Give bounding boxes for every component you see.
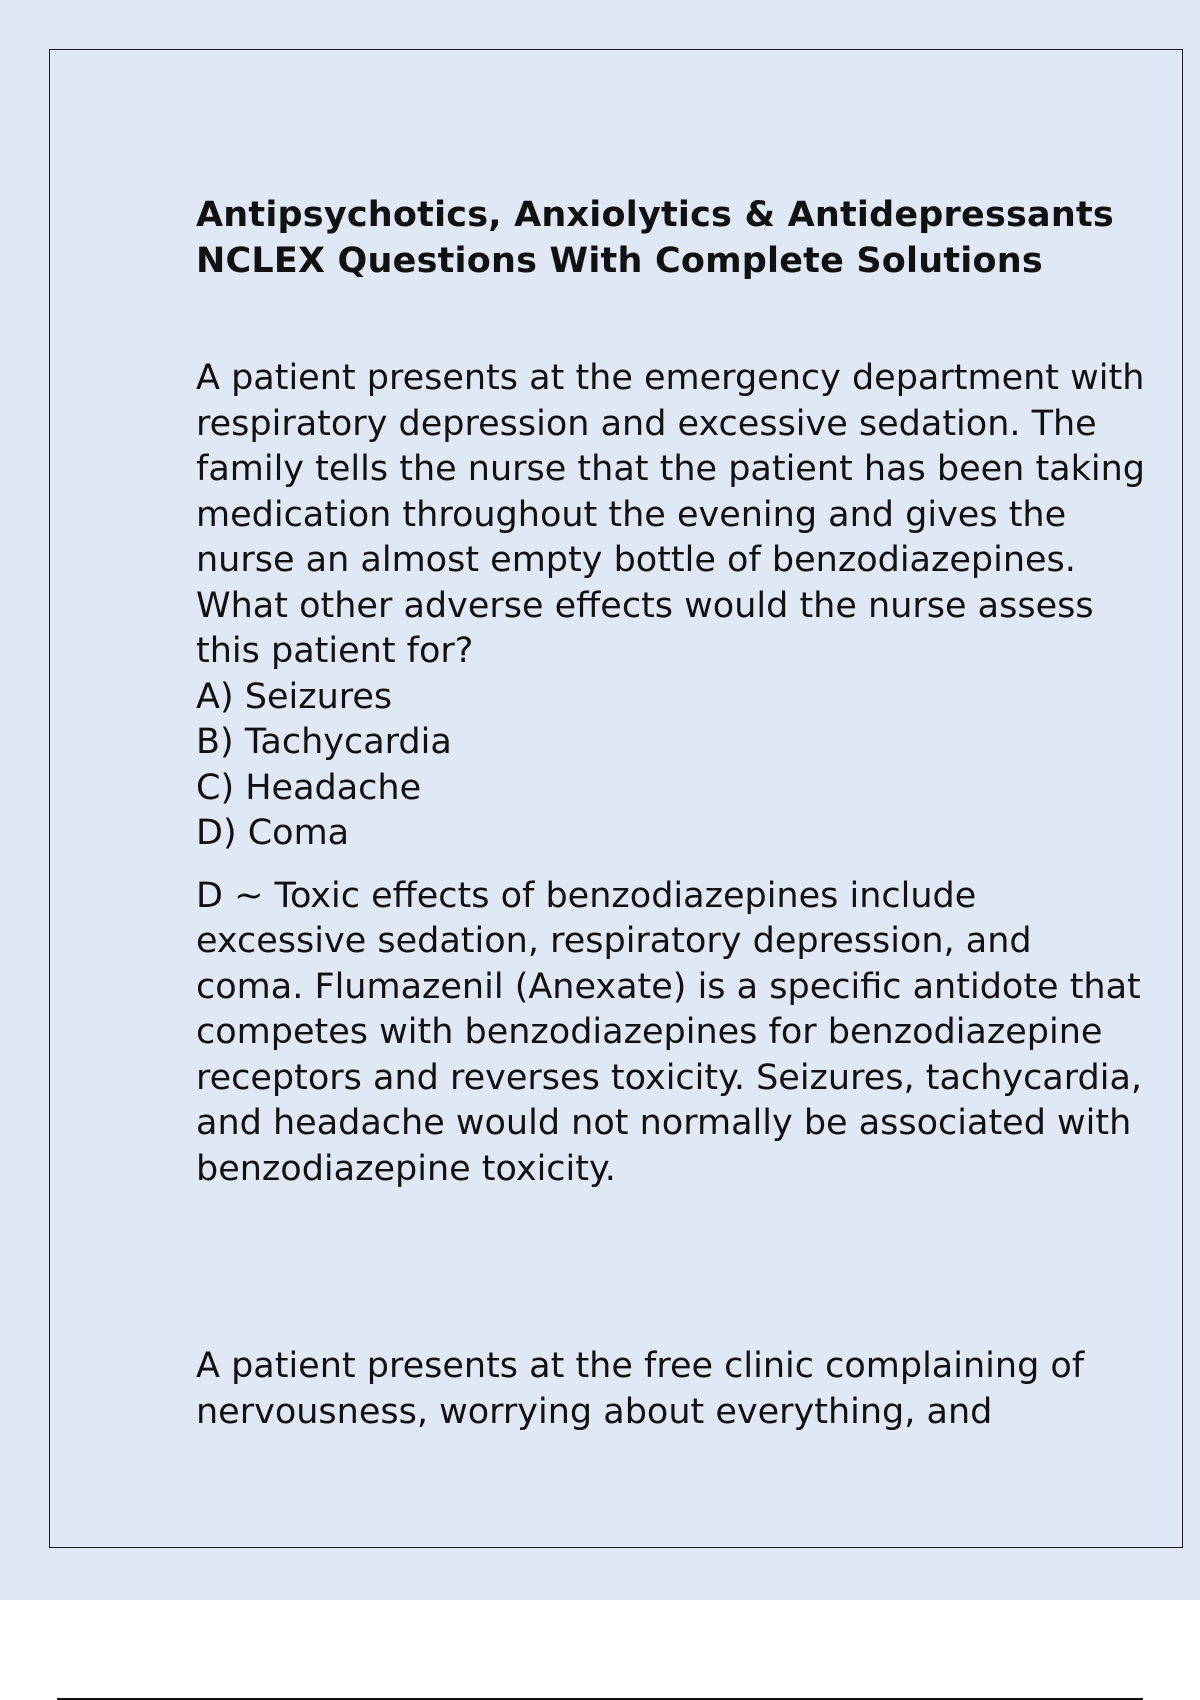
- option-a: A) Seizures: [196, 676, 393, 717]
- option-d: D) Coma: [196, 813, 350, 853]
- document-page: [49, 49, 1183, 1548]
- question-1-text: A patient presents at the emergency department with respiratory depression and excessive sedation. The family tells the nurse that the patient has been taking medication throughout the evening and gives the nurse an almost empty bottle of benzodiazepines. What other adverse effects would the nurse assess this patient for?: [196, 358, 1146, 671]
- option-b: B) Tachycardia: [196, 722, 452, 762]
- title-line-1: Antipsychotics, Anxiolytics & Antidepressants: [196, 195, 1114, 235]
- question-2-text: A patient presents at the free clinic complaining of nervousness, worrying about everything, and: [196, 1346, 1085, 1432]
- option-c: C) Headache: [196, 767, 422, 808]
- document-content: [196, 192, 1146, 1435]
- question-1-options: [196, 675, 1146, 857]
- question-1-answer: D ~ Toxic effects of benzodiazepines include excessive sedation, respiratory depression, and coma. Flumazenil (Anexate) is a specific antidote that competes with benzodiazepines for benzodiazepine receptors and reverses toxicity. Seizures, tachycardia, and headache would not normally be associated with benzodiazepine toxicity.: [196, 875, 1143, 1189]
- title-line-2: NCLEX Questions With Complete Solutions: [196, 241, 1043, 281]
- document-title: [196, 192, 1146, 284]
